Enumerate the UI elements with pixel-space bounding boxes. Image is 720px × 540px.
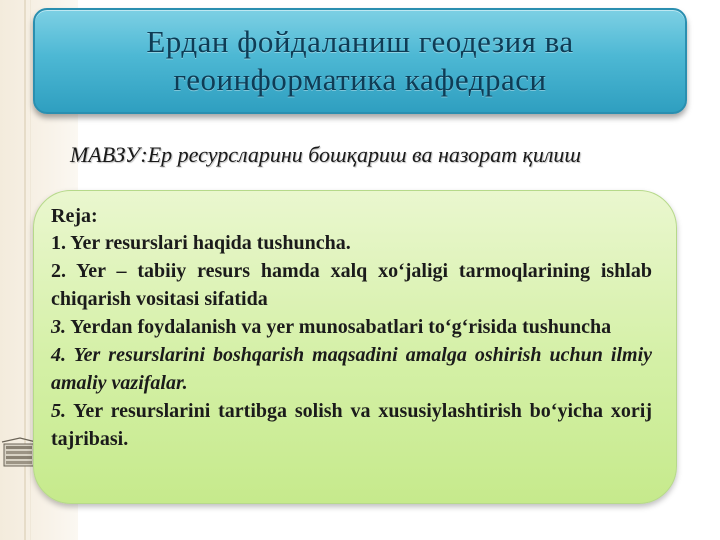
plan-item-number: 5. [51, 400, 66, 422]
plan-item-number: 1. [51, 232, 66, 254]
title-line-2: геоинформатика кафедраси [173, 62, 547, 97]
plan-item-text: Yerdan foydalanish va yer munosabatlari to‘g‘risida tushuncha [66, 316, 612, 338]
plan-item-number: 3. [51, 316, 66, 338]
subject-heading: МАВЗУ:Ер ресурсларини бошқариш ва назорат қилиш [70, 142, 582, 167]
plan-item-3 [51, 313, 652, 341]
plan-item-text: Yer resurslarini boshqarish maqsadini amalga oshirish uchun ilmiy amaliy vazifalar. [51, 344, 652, 394]
plan-item-1 [51, 229, 652, 257]
plan-item-5 [51, 397, 652, 453]
plan-item-text: Yer – tabiiy resurs hamda xalq xo‘jaligi tarmoqlarining ishlab chiqarish vositasi sifatida [51, 260, 652, 310]
plan-item-text: Yer resurslarini tartibga solish va xususiylashtirish bo‘yicha xorij tajribasi. [51, 400, 652, 450]
plan-item-number: 2. [51, 260, 66, 282]
plan-item-text: Yer resurslari haqida tushuncha. [66, 232, 351, 254]
plan-item-number: 4. [51, 344, 66, 366]
plan-panel [33, 190, 677, 504]
plan-item-4 [51, 341, 652, 397]
plan-title: Reja: [51, 205, 98, 227]
plan-item-2 [51, 257, 652, 313]
title-line-1: Ердан фойдаланиш геодезия ва [146, 24, 574, 59]
title-banner [33, 8, 687, 114]
